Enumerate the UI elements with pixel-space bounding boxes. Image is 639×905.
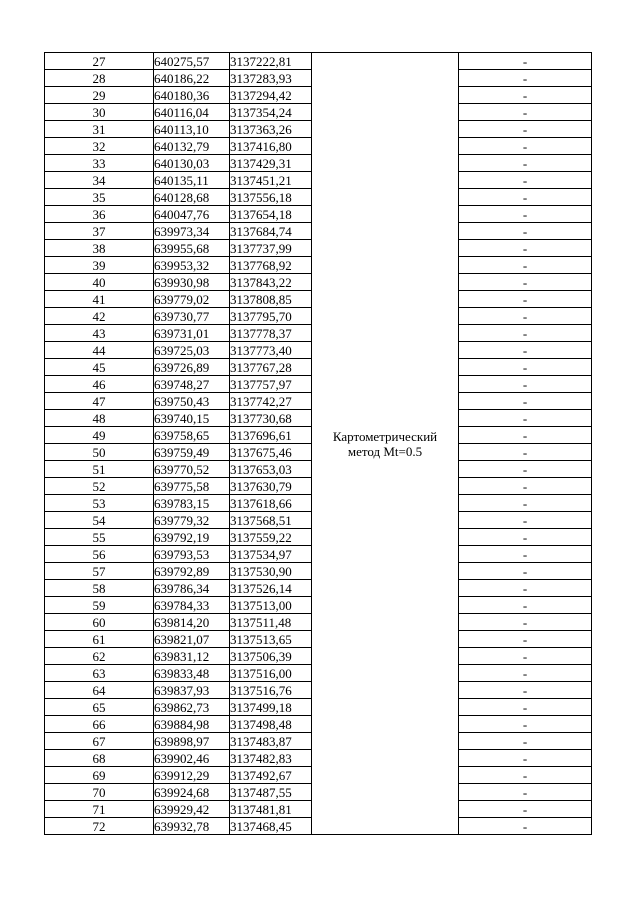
point-number-cell: 45 [45, 359, 154, 376]
point-number-cell: 28 [45, 70, 154, 87]
x-coordinate-cell: 639924,68 [154, 784, 230, 801]
y-coordinate-cell: 3137778,37 [230, 325, 312, 342]
y-coordinate-cell: 3137559,22 [230, 529, 312, 546]
accuracy-cell: - [459, 342, 592, 359]
y-coordinate-cell: 3137492,67 [230, 767, 312, 784]
accuracy-cell: - [459, 529, 592, 546]
point-number-cell: 57 [45, 563, 154, 580]
y-coordinate-cell: 3137516,76 [230, 682, 312, 699]
x-coordinate-cell: 639821,07 [154, 631, 230, 648]
y-coordinate-cell: 3137808,85 [230, 291, 312, 308]
accuracy-cell: - [459, 291, 592, 308]
x-coordinate-cell: 639973,34 [154, 223, 230, 240]
point-number-cell: 50 [45, 444, 154, 461]
y-coordinate-cell: 3137675,46 [230, 444, 312, 461]
accuracy-cell: - [459, 376, 592, 393]
accuracy-cell: - [459, 104, 592, 121]
y-coordinate-cell: 3137416,80 [230, 138, 312, 155]
x-coordinate-cell: 639779,32 [154, 512, 230, 529]
accuracy-cell: - [459, 206, 592, 223]
point-number-cell: 48 [45, 410, 154, 427]
y-coordinate-cell: 3137684,74 [230, 223, 312, 240]
point-number-cell: 46 [45, 376, 154, 393]
y-coordinate-cell: 3137568,51 [230, 512, 312, 529]
accuracy-cell: - [459, 818, 592, 835]
y-coordinate-cell: 3137499,18 [230, 699, 312, 716]
y-coordinate-cell: 3137283,93 [230, 70, 312, 87]
x-coordinate-cell: 639955,68 [154, 240, 230, 257]
y-coordinate-cell: 3137222,81 [230, 53, 312, 70]
y-coordinate-cell: 3137354,24 [230, 104, 312, 121]
accuracy-cell: - [459, 801, 592, 818]
point-number-cell: 40 [45, 274, 154, 291]
point-number-cell: 60 [45, 614, 154, 631]
y-coordinate-cell: 3137843,22 [230, 274, 312, 291]
x-coordinate-cell: 639726,89 [154, 359, 230, 376]
x-coordinate-cell: 639725,03 [154, 342, 230, 359]
method-cell [312, 53, 459, 835]
accuracy-cell: - [459, 495, 592, 512]
point-number-cell: 30 [45, 104, 154, 121]
y-coordinate-cell: 3137363,26 [230, 121, 312, 138]
coordinates-table-body [45, 53, 592, 835]
accuracy-cell: - [459, 597, 592, 614]
y-coordinate-cell: 3137487,55 [230, 784, 312, 801]
accuracy-cell: - [459, 87, 592, 104]
x-coordinate-cell: 639793,53 [154, 546, 230, 563]
accuracy-cell: - [459, 393, 592, 410]
x-coordinate-cell: 639784,33 [154, 597, 230, 614]
point-number-cell: 65 [45, 699, 154, 716]
y-coordinate-cell: 3137483,87 [230, 733, 312, 750]
point-number-cell: 53 [45, 495, 154, 512]
point-number-cell: 31 [45, 121, 154, 138]
x-coordinate-cell: 639731,01 [154, 325, 230, 342]
x-coordinate-cell: 639902,46 [154, 750, 230, 767]
accuracy-cell: - [459, 223, 592, 240]
y-coordinate-cell: 3137618,66 [230, 495, 312, 512]
accuracy-cell: - [459, 410, 592, 427]
x-coordinate-cell: 639750,43 [154, 393, 230, 410]
y-coordinate-cell: 3137737,99 [230, 240, 312, 257]
x-coordinate-cell: 639783,15 [154, 495, 230, 512]
x-coordinate-cell: 639748,27 [154, 376, 230, 393]
point-number-cell: 66 [45, 716, 154, 733]
x-coordinate-cell: 639779,02 [154, 291, 230, 308]
point-number-cell: 41 [45, 291, 154, 308]
point-number-cell: 58 [45, 580, 154, 597]
accuracy-cell: - [459, 189, 592, 206]
y-coordinate-cell: 3137653,03 [230, 461, 312, 478]
x-coordinate-cell: 639740,15 [154, 410, 230, 427]
x-coordinate-cell: 639932,78 [154, 818, 230, 835]
y-coordinate-cell: 3137294,42 [230, 87, 312, 104]
y-coordinate-cell: 3137511,48 [230, 614, 312, 631]
table-row [45, 53, 592, 70]
accuracy-cell: - [459, 325, 592, 342]
point-number-cell: 62 [45, 648, 154, 665]
point-number-cell: 36 [45, 206, 154, 223]
point-number-cell: 68 [45, 750, 154, 767]
point-number-cell: 38 [45, 240, 154, 257]
accuracy-cell: - [459, 70, 592, 87]
point-number-cell: 54 [45, 512, 154, 529]
y-coordinate-cell: 3137696,61 [230, 427, 312, 444]
y-coordinate-cell: 3137534,97 [230, 546, 312, 563]
x-coordinate-cell: 639831,12 [154, 648, 230, 665]
x-coordinate-cell: 639730,77 [154, 308, 230, 325]
x-coordinate-cell: 639759,49 [154, 444, 230, 461]
x-coordinate-cell: 639953,32 [154, 257, 230, 274]
y-coordinate-cell: 3137481,81 [230, 801, 312, 818]
accuracy-cell: - [459, 716, 592, 733]
y-coordinate-cell: 3137498,48 [230, 716, 312, 733]
point-number-cell: 72 [45, 818, 154, 835]
y-coordinate-cell: 3137773,40 [230, 342, 312, 359]
point-number-cell: 27 [45, 53, 154, 70]
method-label-line-2: метод Mt=0.5 [347, 443, 423, 459]
accuracy-cell: - [459, 580, 592, 597]
x-coordinate-cell: 639837,93 [154, 682, 230, 699]
y-coordinate-cell: 3137768,92 [230, 257, 312, 274]
y-coordinate-cell: 3137757,97 [230, 376, 312, 393]
point-number-cell: 34 [45, 172, 154, 189]
accuracy-cell: - [459, 682, 592, 699]
x-coordinate-cell: 640180,36 [154, 87, 230, 104]
point-number-cell: 47 [45, 393, 154, 410]
point-number-cell: 44 [45, 342, 154, 359]
point-number-cell: 71 [45, 801, 154, 818]
y-coordinate-cell: 3137630,79 [230, 478, 312, 495]
point-number-cell: 56 [45, 546, 154, 563]
accuracy-cell: - [459, 53, 592, 70]
accuracy-cell: - [459, 444, 592, 461]
x-coordinate-cell: 640130,03 [154, 155, 230, 172]
point-number-cell: 51 [45, 461, 154, 478]
point-number-cell: 49 [45, 427, 154, 444]
x-coordinate-cell: 639792,19 [154, 529, 230, 546]
y-coordinate-cell: 3137730,68 [230, 410, 312, 427]
point-number-cell: 67 [45, 733, 154, 750]
point-number-cell: 59 [45, 597, 154, 614]
y-coordinate-cell: 3137742,27 [230, 393, 312, 410]
y-coordinate-cell: 3137506,39 [230, 648, 312, 665]
point-number-cell: 42 [45, 308, 154, 325]
x-coordinate-cell: 639814,20 [154, 614, 230, 631]
x-coordinate-cell: 639833,48 [154, 665, 230, 682]
point-number-cell: 32 [45, 138, 154, 155]
accuracy-cell: - [459, 138, 592, 155]
point-number-cell: 70 [45, 784, 154, 801]
accuracy-cell: - [459, 648, 592, 665]
point-number-cell: 61 [45, 631, 154, 648]
accuracy-cell: - [459, 359, 592, 376]
y-coordinate-cell: 3137482,83 [230, 750, 312, 767]
x-coordinate-cell: 640113,10 [154, 121, 230, 138]
accuracy-cell: - [459, 478, 592, 495]
accuracy-cell: - [459, 308, 592, 325]
x-coordinate-cell: 639770,52 [154, 461, 230, 478]
x-coordinate-cell: 640047,76 [154, 206, 230, 223]
coordinates-table [44, 52, 592, 835]
accuracy-cell: - [459, 563, 592, 580]
accuracy-cell: - [459, 155, 592, 172]
y-coordinate-cell: 3137516,00 [230, 665, 312, 682]
y-coordinate-cell: 3137795,70 [230, 308, 312, 325]
accuracy-cell: - [459, 767, 592, 784]
x-coordinate-cell: 639898,97 [154, 733, 230, 750]
accuracy-cell: - [459, 631, 592, 648]
accuracy-cell: - [459, 257, 592, 274]
point-number-cell: 43 [45, 325, 154, 342]
point-number-cell: 33 [45, 155, 154, 172]
y-coordinate-cell: 3137513,65 [230, 631, 312, 648]
accuracy-cell: - [459, 665, 592, 682]
point-number-cell: 35 [45, 189, 154, 206]
x-coordinate-cell: 639912,29 [154, 767, 230, 784]
accuracy-cell: - [459, 121, 592, 138]
accuracy-cell: - [459, 750, 592, 767]
y-coordinate-cell: 3137451,21 [230, 172, 312, 189]
x-coordinate-cell: 639884,98 [154, 716, 230, 733]
point-number-cell: 37 [45, 223, 154, 240]
x-coordinate-cell: 639930,98 [154, 274, 230, 291]
x-coordinate-cell: 639792,89 [154, 563, 230, 580]
x-coordinate-cell: 640186,22 [154, 70, 230, 87]
x-coordinate-cell: 639775,58 [154, 478, 230, 495]
y-coordinate-cell: 3137530,90 [230, 563, 312, 580]
point-number-cell: 69 [45, 767, 154, 784]
method-label-line-1: Картометрический [332, 428, 438, 444]
accuracy-cell: - [459, 614, 592, 631]
y-coordinate-cell: 3137556,18 [230, 189, 312, 206]
point-number-cell: 39 [45, 257, 154, 274]
point-number-cell: 63 [45, 665, 154, 682]
y-coordinate-cell: 3137429,31 [230, 155, 312, 172]
x-coordinate-cell: 640116,04 [154, 104, 230, 121]
accuracy-cell: - [459, 784, 592, 801]
point-number-cell: 29 [45, 87, 154, 104]
x-coordinate-cell: 639786,34 [154, 580, 230, 597]
x-coordinate-cell: 639929,42 [154, 801, 230, 818]
accuracy-cell: - [459, 427, 592, 444]
y-coordinate-cell: 3137526,14 [230, 580, 312, 597]
x-coordinate-cell: 639862,73 [154, 699, 230, 716]
point-number-cell: 64 [45, 682, 154, 699]
accuracy-cell: - [459, 461, 592, 478]
accuracy-cell: - [459, 512, 592, 529]
point-number-cell: 52 [45, 478, 154, 495]
accuracy-cell: - [459, 699, 592, 716]
x-coordinate-cell: 640128,68 [154, 189, 230, 206]
y-coordinate-cell: 3137513,00 [230, 597, 312, 614]
x-coordinate-cell: 640132,79 [154, 138, 230, 155]
point-number-cell: 55 [45, 529, 154, 546]
y-coordinate-cell: 3137468,45 [230, 818, 312, 835]
accuracy-cell: - [459, 240, 592, 257]
y-coordinate-cell: 3137767,28 [230, 359, 312, 376]
accuracy-cell: - [459, 546, 592, 563]
accuracy-cell: - [459, 172, 592, 189]
x-coordinate-cell: 639758,65 [154, 427, 230, 444]
accuracy-cell: - [459, 733, 592, 750]
accuracy-cell: - [459, 274, 592, 291]
x-coordinate-cell: 640275,57 [154, 53, 230, 70]
x-coordinate-cell: 640135,11 [154, 172, 230, 189]
y-coordinate-cell: 3137654,18 [230, 206, 312, 223]
